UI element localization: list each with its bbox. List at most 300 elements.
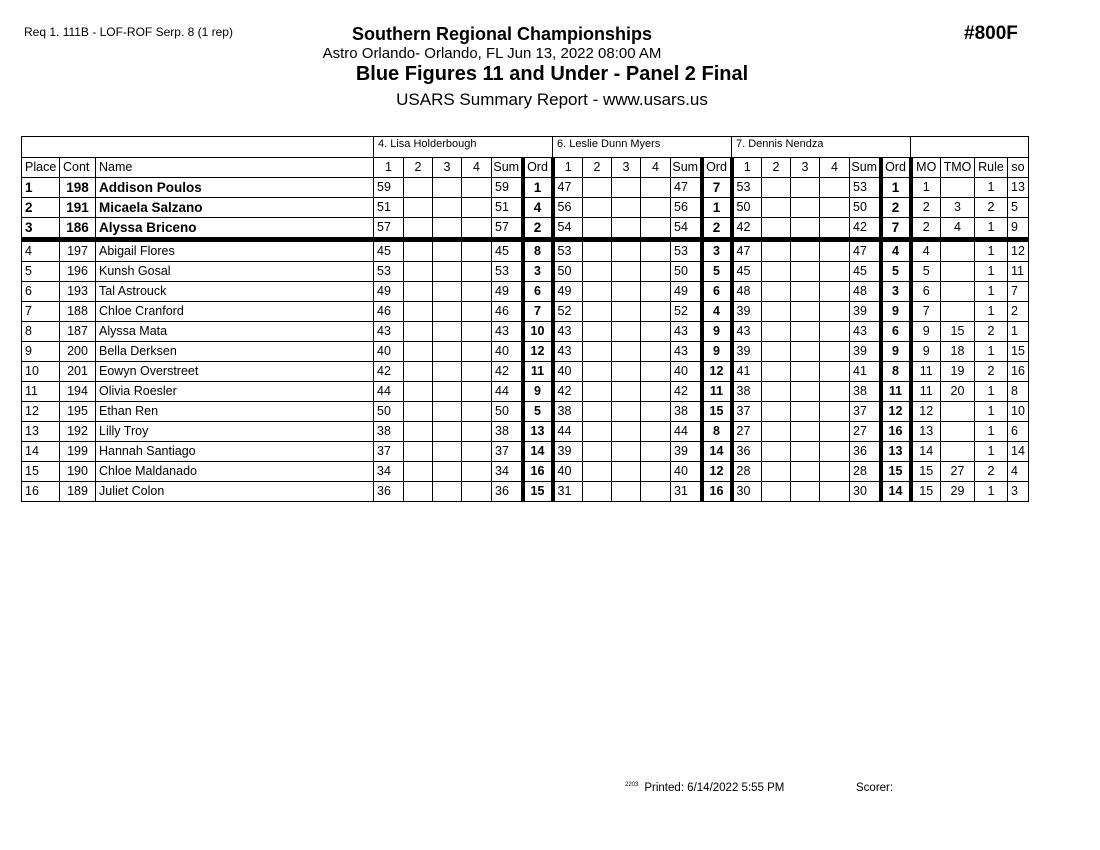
- judge-3-score-4: [820, 178, 850, 198]
- judge-1-score-4: [462, 322, 492, 342]
- judge-3-sum: 28: [850, 462, 881, 482]
- judge-3-sum: 36: [850, 442, 881, 462]
- judge-3-score-2: [762, 482, 791, 502]
- judge-3-score-4: [820, 322, 850, 342]
- table-row: [22, 322, 1029, 342]
- judge-2-score-4: [641, 198, 671, 218]
- judge-2-score-2: [583, 198, 612, 218]
- tmo-cell: 18: [941, 342, 975, 362]
- cont-cell: 199: [60, 442, 96, 462]
- judge-1-score-4: [462, 362, 492, 382]
- cont-cell: 186: [60, 218, 96, 240]
- judge-3-ordinal: 9: [881, 342, 911, 362]
- tmo-cell: [941, 178, 975, 198]
- judge-3-score-3: [791, 402, 820, 422]
- judge-2-score-1: 49: [553, 282, 583, 302]
- judge-2-score-2: [583, 462, 612, 482]
- name-cell: Eowyn Overstreet: [96, 362, 374, 382]
- report-code: 2203: [625, 782, 639, 788]
- judge-3-score-4: [820, 302, 850, 322]
- judge-3-ordinal: 4: [881, 240, 911, 262]
- judge-2-ordinal: 5: [702, 262, 732, 282]
- judge-3-score-2: [762, 422, 791, 442]
- name-cell: Chloe Cranford: [96, 302, 374, 322]
- rule-cell: 2: [975, 198, 1008, 218]
- judge-1-score-4: [462, 422, 492, 442]
- judge-2-score-4: [641, 262, 671, 282]
- cont-cell: 196: [60, 262, 96, 282]
- judge-2-score-1: 47: [553, 178, 583, 198]
- judge-1-score-2: [404, 482, 433, 502]
- col-j2-3: 3: [612, 158, 641, 178]
- judge-3-score-3: [791, 282, 820, 302]
- place-cell: 4: [22, 240, 60, 262]
- judge-2-ordinal: 9: [702, 342, 732, 362]
- judge-3-score-2: [762, 262, 791, 282]
- event-number: #800F: [964, 23, 1018, 44]
- judge-3-score-1: 53: [732, 178, 762, 198]
- judge-2-score-3: [612, 262, 641, 282]
- table-row: [22, 178, 1029, 198]
- judge-1-score-1: 57: [374, 218, 404, 240]
- judge-1-ordinal: 8: [523, 240, 553, 262]
- judge-2-score-1: 40: [553, 462, 583, 482]
- place-cell: 12: [22, 402, 60, 422]
- judge-3-ordinal: 7: [881, 218, 911, 240]
- judge-1-ordinal: 12: [523, 342, 553, 362]
- so-cell: 9: [1008, 218, 1029, 240]
- judge-1-score-2: [404, 382, 433, 402]
- judge-3-score-1: 39: [732, 302, 762, 322]
- judge-2-score-2: [583, 262, 612, 282]
- judge-3-score-3: [791, 462, 820, 482]
- tmo-cell: 15: [941, 322, 975, 342]
- col-j3-1: 1: [732, 158, 762, 178]
- judge-header-row: [22, 137, 1029, 158]
- col-j3-sum: Sum: [850, 158, 881, 178]
- rule-cell: 1: [975, 262, 1008, 282]
- place-cell: 7: [22, 302, 60, 322]
- place-cell: 11: [22, 382, 60, 402]
- place-cell: 8: [22, 322, 60, 342]
- judge-1-ordinal: 6: [523, 282, 553, 302]
- judge-2-score-3: [612, 362, 641, 382]
- so-cell: 1: [1008, 322, 1029, 342]
- judge-1-score-1: 51: [374, 198, 404, 218]
- so-cell: 3: [1008, 482, 1029, 502]
- cont-cell: 192: [60, 422, 96, 442]
- judge-3-score-1: 37: [732, 402, 762, 422]
- place-cell: 3: [22, 218, 60, 240]
- table-row: [22, 240, 1029, 262]
- judge-1-score-3: [433, 240, 462, 262]
- so-cell: 12: [1008, 240, 1029, 262]
- judge-1-score-3: [433, 462, 462, 482]
- name-cell: Addison Poulos: [96, 178, 374, 198]
- judge-2-sum: 53: [671, 240, 702, 262]
- judge-1-score-3: [433, 282, 462, 302]
- judge-2-score-2: [583, 218, 612, 240]
- judge-2-ordinal: 4: [702, 302, 732, 322]
- col-so: so: [1008, 158, 1029, 178]
- name-cell: Olivia Roesler: [96, 382, 374, 402]
- judge-3-score-4: [820, 482, 850, 502]
- judge-2-score-4: [641, 240, 671, 262]
- name-cell: Alyssa Mata: [96, 322, 374, 342]
- judge-2-ordinal: 12: [702, 362, 732, 382]
- place-cell: 6: [22, 282, 60, 302]
- judge-1-ordinal: 11: [523, 362, 553, 382]
- table-row: [22, 462, 1029, 482]
- table-row: [22, 442, 1029, 462]
- judge-3-sum: 45: [850, 262, 881, 282]
- judge-1-sum: 59: [492, 178, 523, 198]
- judge-1-score-1: 49: [374, 282, 404, 302]
- so-cell: 4: [1008, 462, 1029, 482]
- judge-1-score-4: [462, 382, 492, 402]
- judge-2-score-1: 44: [553, 422, 583, 442]
- judge-1-score-1: 59: [374, 178, 404, 198]
- col-j3-3: 3: [791, 158, 820, 178]
- judge-2-score-3: [612, 302, 641, 322]
- judge-1-sum: 44: [492, 382, 523, 402]
- judge-1-score-3: [433, 382, 462, 402]
- judge-3-score-2: [762, 282, 791, 302]
- judge-3-ordinal: 5: [881, 262, 911, 282]
- judge-2-sum: 39: [671, 442, 702, 462]
- judge-2-ordinal: 16: [702, 482, 732, 502]
- judge-1-ordinal: 2: [523, 218, 553, 240]
- col-j3-4: 4: [820, 158, 850, 178]
- tmo-cell: [941, 262, 975, 282]
- judge-2-score-2: [583, 342, 612, 362]
- tmo-cell: [941, 442, 975, 462]
- name-cell: Kunsh Gosal: [96, 262, 374, 282]
- judge-3-ordinal: 3: [881, 282, 911, 302]
- judge-1-score-1: 40: [374, 342, 404, 362]
- col-j1-3: 3: [433, 158, 462, 178]
- tmo-cell: 29: [941, 482, 975, 502]
- tmo-cell: 3: [941, 198, 975, 218]
- so-cell: 6: [1008, 422, 1029, 442]
- name-cell: Chloe Maldanado: [96, 462, 374, 482]
- so-cell: 8: [1008, 382, 1029, 402]
- request-info: Req 1. 111B - LOF-ROF Serp. 8 (1 rep): [24, 25, 233, 39]
- judge-1-ordinal: 14: [523, 442, 553, 462]
- mo-cell: 2: [911, 198, 941, 218]
- judge-3-ordinal: 14: [881, 482, 911, 502]
- table-row: [22, 362, 1029, 382]
- cont-cell: 200: [60, 342, 96, 362]
- col-j2-ord: Ord: [702, 158, 732, 178]
- judge-1-score-4: [462, 462, 492, 482]
- judge-1-score-1: 44: [374, 382, 404, 402]
- judge-2-score-4: [641, 462, 671, 482]
- judge-1-sum: 51: [492, 198, 523, 218]
- judge-3-score-1: 36: [732, 442, 762, 462]
- place-cell: 1: [22, 178, 60, 198]
- judge-1-score-2: [404, 422, 433, 442]
- place-cell: 15: [22, 462, 60, 482]
- judge-3-score-2: [762, 178, 791, 198]
- name-cell: Abigail Flores: [96, 240, 374, 262]
- judge-3-score-1: 42: [732, 218, 762, 240]
- judge-2-score-2: [583, 422, 612, 442]
- judge-1-score-3: [433, 362, 462, 382]
- so-cell: 5: [1008, 198, 1029, 218]
- judge-3-score-4: [820, 402, 850, 422]
- cont-cell: 189: [60, 482, 96, 502]
- col-j2-4: 4: [641, 158, 671, 178]
- judge-1-score-2: [404, 402, 433, 422]
- so-cell: 10: [1008, 402, 1029, 422]
- judge-2-score-1: 52: [553, 302, 583, 322]
- col-name: Name: [96, 158, 374, 178]
- judge-2-sum: 56: [671, 198, 702, 218]
- judge-3-sum: 50: [850, 198, 881, 218]
- so-cell: 7: [1008, 282, 1029, 302]
- judge-1-sum: 53: [492, 262, 523, 282]
- place-cell: 10: [22, 362, 60, 382]
- place-cell: 14: [22, 442, 60, 462]
- judge-1-score-2: [404, 262, 433, 282]
- judge-2-score-2: [583, 362, 612, 382]
- cont-cell: 195: [60, 402, 96, 422]
- tmo-cell: [941, 402, 975, 422]
- table-row: [22, 482, 1029, 502]
- judge-2-score-3: [612, 198, 641, 218]
- judge-1-score-1: 46: [374, 302, 404, 322]
- judge-1-score-1: 37: [374, 442, 404, 462]
- judge-3-ordinal: 13: [881, 442, 911, 462]
- judge-3-score-2: [762, 462, 791, 482]
- judge-3-ordinal: 12: [881, 402, 911, 422]
- judge-2-sum: 47: [671, 178, 702, 198]
- judge-2-sum: 52: [671, 302, 702, 322]
- mo-cell: 11: [911, 362, 941, 382]
- judge-3-sum: 41: [850, 362, 881, 382]
- rule-cell: 2: [975, 462, 1008, 482]
- judge-1-label: 4. Lisa Holderbough: [374, 137, 553, 158]
- rule-cell: 1: [975, 302, 1008, 322]
- judge-1-ordinal: 4: [523, 198, 553, 218]
- judge-2-score-2: [583, 302, 612, 322]
- judge-2-ordinal: 12: [702, 462, 732, 482]
- rule-cell: 2: [975, 362, 1008, 382]
- cont-cell: 193: [60, 282, 96, 302]
- table-row: [22, 262, 1029, 282]
- judge-2-score-4: [641, 282, 671, 302]
- judge-3-score-1: 47: [732, 240, 762, 262]
- tmo-cell: 27: [941, 462, 975, 482]
- judge-2-sum: 42: [671, 382, 702, 402]
- judge-3-score-3: [791, 240, 820, 262]
- judge-2-score-3: [612, 382, 641, 402]
- tmo-cell: [941, 302, 975, 322]
- table-row: [22, 302, 1029, 322]
- judge-2-ordinal: 1: [702, 198, 732, 218]
- judge-2-score-4: [641, 302, 671, 322]
- name-cell: Bella Derksen: [96, 342, 374, 362]
- judge-1-ordinal: 13: [523, 422, 553, 442]
- judge-3-score-4: [820, 240, 850, 262]
- judge-1-score-4: [462, 402, 492, 422]
- so-cell: 2: [1008, 302, 1029, 322]
- judge-1-score-2: [404, 240, 433, 262]
- col-j1-sum: Sum: [492, 158, 523, 178]
- tmo-cell: [941, 422, 975, 442]
- event-name: Blue Figures 11 and Under - Panel 2 Final: [355, 63, 749, 85]
- name-cell: Juliet Colon: [96, 482, 374, 502]
- judge-2-score-4: [641, 218, 671, 240]
- place-cell: 5: [22, 262, 60, 282]
- judge-1-sum: 49: [492, 282, 523, 302]
- judge-2-ordinal: 8: [702, 422, 732, 442]
- col-rule: Rule: [975, 158, 1008, 178]
- judge-2-ordinal: 15: [702, 402, 732, 422]
- mo-cell: 1: [911, 178, 941, 198]
- judge-3-sum: 47: [850, 240, 881, 262]
- rule-cell: 1: [975, 382, 1008, 402]
- judge-3-score-2: [762, 198, 791, 218]
- judge-3-ordinal: 16: [881, 422, 911, 442]
- judge-3-sum: 53: [850, 178, 881, 198]
- judge-1-ordinal: 3: [523, 262, 553, 282]
- judge-2-score-2: [583, 402, 612, 422]
- judge-2-ordinal: 7: [702, 178, 732, 198]
- judge-1-score-1: 53: [374, 262, 404, 282]
- mo-cell: 9: [911, 342, 941, 362]
- judge-2-sum: 50: [671, 262, 702, 282]
- judge-2-sum: 44: [671, 422, 702, 442]
- judge-3-score-3: [791, 342, 820, 362]
- judge-2-ordinal: 6: [702, 282, 732, 302]
- judge-2-score-2: [583, 322, 612, 342]
- name-cell: Lilly Troy: [96, 422, 374, 442]
- judge-1-sum: 40: [492, 342, 523, 362]
- judge-3-score-4: [820, 442, 850, 462]
- judge-2-score-1: 50: [553, 262, 583, 282]
- judge-1-score-1: 50: [374, 402, 404, 422]
- judge-3-score-3: [791, 362, 820, 382]
- so-cell: 15: [1008, 342, 1029, 362]
- judge-2-score-1: 38: [553, 402, 583, 422]
- printed-text: Printed: 6/14/2022 5:55 PM: [644, 782, 785, 794]
- judge-1-sum: 45: [492, 240, 523, 262]
- tmo-cell: [941, 240, 975, 262]
- judge-1-sum: 46: [492, 302, 523, 322]
- cont-cell: 198: [60, 178, 96, 198]
- judge-3-score-1: 27: [732, 422, 762, 442]
- judge-1-score-1: 34: [374, 462, 404, 482]
- cont-cell: 197: [60, 240, 96, 262]
- col-j2-sum: Sum: [671, 158, 702, 178]
- mo-cell: 4: [911, 240, 941, 262]
- col-mo: MO: [911, 158, 941, 178]
- rule-cell: 1: [975, 282, 1008, 302]
- judge-1-ordinal: 9: [523, 382, 553, 402]
- judge-2-ordinal: 11: [702, 382, 732, 402]
- judge-3-score-2: [762, 322, 791, 342]
- judge-1-score-4: [462, 282, 492, 302]
- judge-2-score-4: [641, 382, 671, 402]
- judge-1-score-3: [433, 178, 462, 198]
- judge-3-score-4: [820, 262, 850, 282]
- judge-3-score-3: [791, 482, 820, 502]
- col-j2-1: 1: [553, 158, 583, 178]
- table-row: [22, 422, 1029, 442]
- judge-2-score-4: [641, 342, 671, 362]
- place-cell: 2: [22, 198, 60, 218]
- judge-2-score-2: [583, 442, 612, 462]
- tmo-cell: 4: [941, 218, 975, 240]
- judge-2-score-1: 43: [553, 342, 583, 362]
- judge-3-sum: 39: [850, 302, 881, 322]
- col-j1-4: 4: [462, 158, 492, 178]
- judge-1-ordinal: 16: [523, 462, 553, 482]
- judge-2-sum: 31: [671, 482, 702, 502]
- judge-1-score-4: [462, 240, 492, 262]
- col-j1-2: 2: [404, 158, 433, 178]
- rule-cell: 2: [975, 322, 1008, 342]
- judge-3-score-2: [762, 362, 791, 382]
- judge-2-score-1: 42: [553, 382, 583, 402]
- judge-2-score-1: 43: [553, 322, 583, 342]
- judge-1-ordinal: 15: [523, 482, 553, 502]
- judge-2-score-4: [641, 422, 671, 442]
- judge-3-ordinal: 9: [881, 302, 911, 322]
- judge-2-score-1: 53: [553, 240, 583, 262]
- judge-2-score-1: 54: [553, 218, 583, 240]
- judge-3-ordinal: 2: [881, 198, 911, 218]
- cont-cell: 201: [60, 362, 96, 382]
- judge-3-score-1: 45: [732, 262, 762, 282]
- judge-1-score-3: [433, 482, 462, 502]
- printed-timestamp: [625, 782, 784, 794]
- judge-1-score-2: [404, 442, 433, 462]
- judge-3-score-2: [762, 240, 791, 262]
- cont-cell: 188: [60, 302, 96, 322]
- judge-2-score-2: [583, 382, 612, 402]
- judge-3-ordinal: 8: [881, 362, 911, 382]
- judge-2-label: 6. Leslie Dunn Myers: [553, 137, 732, 158]
- judge-3-sum: 42: [850, 218, 881, 240]
- judge-2-score-4: [641, 482, 671, 502]
- judge-1-score-3: [433, 262, 462, 282]
- judge-1-score-1: 43: [374, 322, 404, 342]
- judge-1-score-4: [462, 198, 492, 218]
- judge-1-score-2: [404, 362, 433, 382]
- judge-2-score-2: [583, 178, 612, 198]
- judge-1-ordinal: 10: [523, 322, 553, 342]
- judge-2-score-3: [612, 218, 641, 240]
- judge-1-ordinal: 5: [523, 402, 553, 422]
- judge-1-score-2: [404, 178, 433, 198]
- judge-1-score-4: [462, 302, 492, 322]
- judge-3-sum: 43: [850, 322, 881, 342]
- judge-3-score-3: [791, 198, 820, 218]
- judge-3-score-1: 43: [732, 322, 762, 342]
- judge-3-score-2: [762, 302, 791, 322]
- judge-2-score-3: [612, 482, 641, 502]
- rule-cell: 1: [975, 482, 1008, 502]
- judge-3-score-4: [820, 462, 850, 482]
- judge-1-score-3: [433, 198, 462, 218]
- table-row: [22, 382, 1029, 402]
- judge-2-score-4: [641, 442, 671, 462]
- scorer-label: Scorer:: [856, 782, 894, 794]
- judge-2-score-4: [641, 402, 671, 422]
